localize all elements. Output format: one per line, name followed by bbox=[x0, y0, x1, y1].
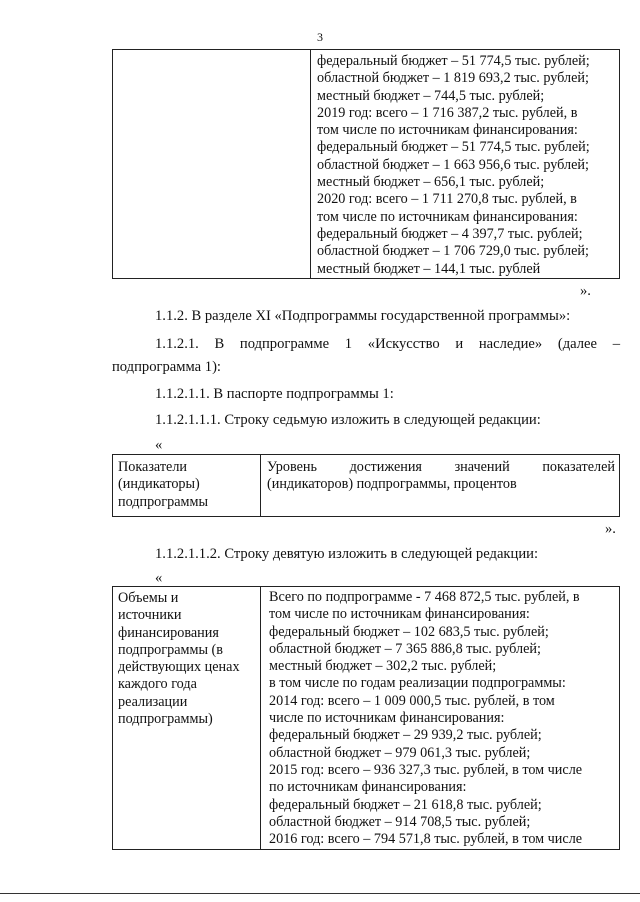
table-line: 2014 год: всего – 1 009 000,5 тыс. рублей, в том bbox=[269, 692, 555, 709]
table-line: том числе по источникам финансирования: bbox=[269, 606, 530, 623]
table-line: финансирования bbox=[118, 624, 219, 641]
table-line: том числе по источникам финансирования: bbox=[317, 208, 578, 225]
opening-quote: « bbox=[155, 437, 163, 453]
table-line: областной бюджет – 1 706 729,0 тыс. рублей; bbox=[317, 243, 589, 260]
table-line: действующих ценах bbox=[118, 659, 240, 676]
table-line: (индикаторы) bbox=[118, 476, 200, 493]
table-left-cell bbox=[113, 50, 311, 278]
paragraph-1-1-2: 1.1.2. В разделе XI «Подпрограммы государственной программы»: bbox=[155, 308, 571, 324]
table-left-cell bbox=[113, 455, 261, 516]
closing-quote: ». bbox=[605, 521, 616, 537]
table-line: каждого года bbox=[118, 676, 197, 693]
table-line: областной бюджет – 979 061,3 тыс. рублей; bbox=[269, 744, 531, 761]
closing-quote: ». bbox=[580, 283, 591, 299]
paragraph-1-1-2-1-1-1: 1.1.2.1.1.1. Строку седьмую изложить в следующей редакции: bbox=[155, 412, 541, 428]
table-line: подпрограммы) bbox=[118, 711, 213, 728]
table-right-cell bbox=[269, 589, 619, 849]
paragraph-1-1-2-1-1-2: 1.1.2.1.1.2. Строку девятую изложить в следующей редакции: bbox=[155, 546, 538, 562]
paragraph-1-1-2-1-1: 1.1.2.1.1. В паспорте подпрограммы 1: bbox=[155, 386, 394, 402]
table-line: Всего по подпрограмме - 7 468 872,5 тыс. рублей, в bbox=[269, 589, 580, 605]
table-left-cell bbox=[113, 587, 261, 849]
table-line: федеральный бюджет – 21 618,8 тыс. рублей; bbox=[269, 796, 542, 813]
table-line: местный бюджет – 144,1 тыс. рублей bbox=[317, 260, 541, 277]
paragraph-1-1-2-1-cont: подпрограмма 1): bbox=[112, 359, 221, 375]
table-line: федеральный бюджет – 102 683,5 тыс. рублей; bbox=[269, 623, 549, 640]
table-line: 2016 год: всего – 794 571,8 тыс. рублей, в том числе bbox=[269, 831, 583, 848]
table-line: Объемы и bbox=[118, 590, 179, 606]
table-line: реализации bbox=[118, 693, 188, 710]
table-line: подпрограммы (в bbox=[118, 641, 223, 658]
table-line: Показатели bbox=[118, 459, 188, 475]
table-right-cell bbox=[267, 459, 615, 516]
table-line: источники bbox=[118, 607, 182, 624]
funding-table-continued bbox=[112, 49, 620, 279]
table-line: Уровень достижения значений показателей bbox=[267, 459, 615, 475]
table-line: 2019 год: всего – 1 716 387,2 тыс. рублей, в bbox=[317, 104, 578, 121]
table-line: областной бюджет – 7 365 886,8 тыс. рублей; bbox=[269, 640, 541, 657]
table-line: подпрограммы bbox=[118, 493, 208, 510]
funding-table bbox=[112, 586, 620, 850]
opening-quote: « bbox=[155, 570, 163, 586]
table-line: местный бюджет – 744,5 тыс. рублей; bbox=[317, 87, 545, 104]
table-line: по источникам финансирования: bbox=[269, 779, 467, 796]
table-line: том числе по источникам финансирования: bbox=[317, 122, 578, 139]
table-line: областной бюджет – 1 819 693,2 тыс. рублей; bbox=[317, 70, 589, 87]
table-line: местный бюджет – 656,1 тыс. рублей; bbox=[317, 174, 545, 191]
paragraph-1-1-2-1: 1.1.2.1. В подпрограмме 1 «Искусство и наследие» (далее – bbox=[155, 336, 620, 352]
page-number: 3 bbox=[317, 30, 323, 44]
table-line: в том числе по годам реализации подпрограммы: bbox=[269, 675, 566, 692]
table-line: федеральный бюджет – 4 397,7 тыс. рублей; bbox=[317, 225, 583, 242]
page-bottom-rule bbox=[0, 893, 640, 894]
table-line: федеральный бюджет – 29 939,2 тыс. рублей; bbox=[269, 727, 542, 744]
table-line: областной бюджет – 1 663 956,6 тыс. рублей; bbox=[317, 156, 589, 173]
table-line: областной бюджет – 914 708,5 тыс. рублей; bbox=[269, 813, 531, 830]
table-line: 2015 год: всего – 936 327,3 тыс. рублей, в том числе bbox=[269, 761, 583, 778]
table-right-cell bbox=[317, 53, 619, 278]
indicators-table bbox=[112, 454, 620, 517]
table-line: 2020 год: всего – 1 711 270,8 тыс. рублей, в bbox=[317, 191, 577, 208]
table-line: (индикаторов) подпрограммы, процентов bbox=[267, 476, 517, 493]
table-line: местный бюджет – 302,2 тыс. рублей; bbox=[269, 658, 497, 675]
table-line: федеральный бюджет – 51 774,5 тыс. рублей; bbox=[317, 139, 590, 156]
table-line: федеральный бюджет – 51 774,5 тыс. рублей; bbox=[317, 53, 590, 69]
table-line: числе по источникам финансирования: bbox=[269, 710, 505, 727]
